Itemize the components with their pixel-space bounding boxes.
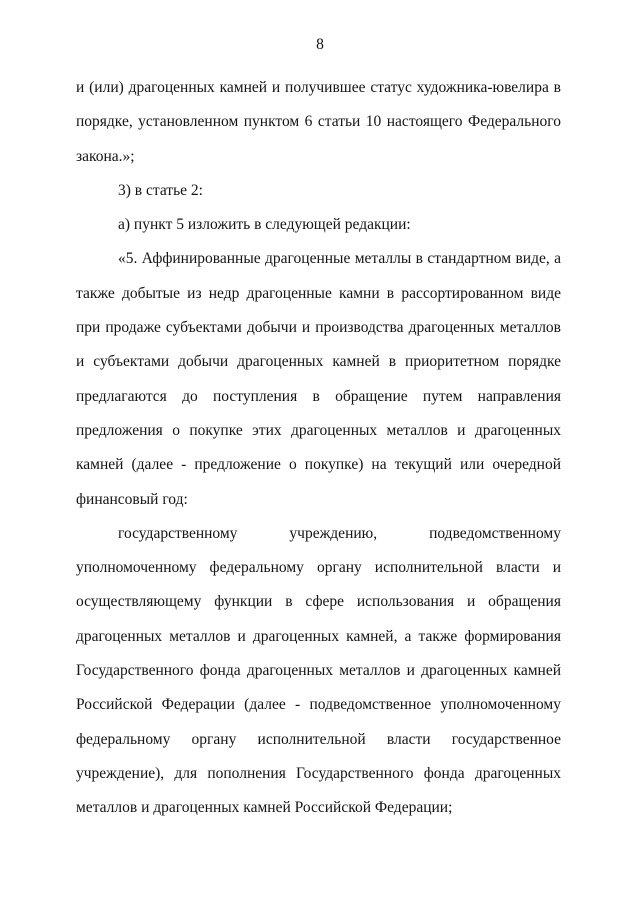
paragraph-article-2-heading: 3) в статье 2: [118, 181, 203, 199]
paragraph-point-5-heading: а) пункт 5 изложить в следующей редакции: [118, 216, 411, 234]
paragraph-state-institution: государственному учреждению, подведомственному уполномоченному федеральному органу исполнительной власти и осуществляющему функции в сфере использования и обращения драгоценных металлов и драгоценных камней, а также формирования Государственного фонда драгоценных металлов и драгоценных камней Российской Федерации (далее - подведомственное уполномоченному федеральному органу исполнительной власти государственное учреждение), для пополнения Государственного фонда драгоценных металлов и драгоценных камней Российской Федерации; [76, 524, 561, 817]
paragraph-point-5-text: «5. Аффинированные драгоценные металлы в стандартном виде, а также добытые из недр драгоценные камни в рассортированном виде при продаже субъектами добычи и производства драгоценных металлов и субъектами добычи драгоценных камней в приоритетном порядке предлагаются до поступления в обращение путем направления предложения о покупке этих драгоценных металлов и драгоценных камней (далее - предложение о покупке) на текущий или очередной финансовый год: [76, 250, 561, 508]
page-number: 8 [316, 36, 324, 53]
document-body [76, 71, 561, 826]
paragraph-continuation: и (или) драгоценных камней и получившее статус художника-ювелира в порядке, установленном пунктом 6 статьи 10 настоящего Федерального закона.»; [76, 79, 561, 165]
